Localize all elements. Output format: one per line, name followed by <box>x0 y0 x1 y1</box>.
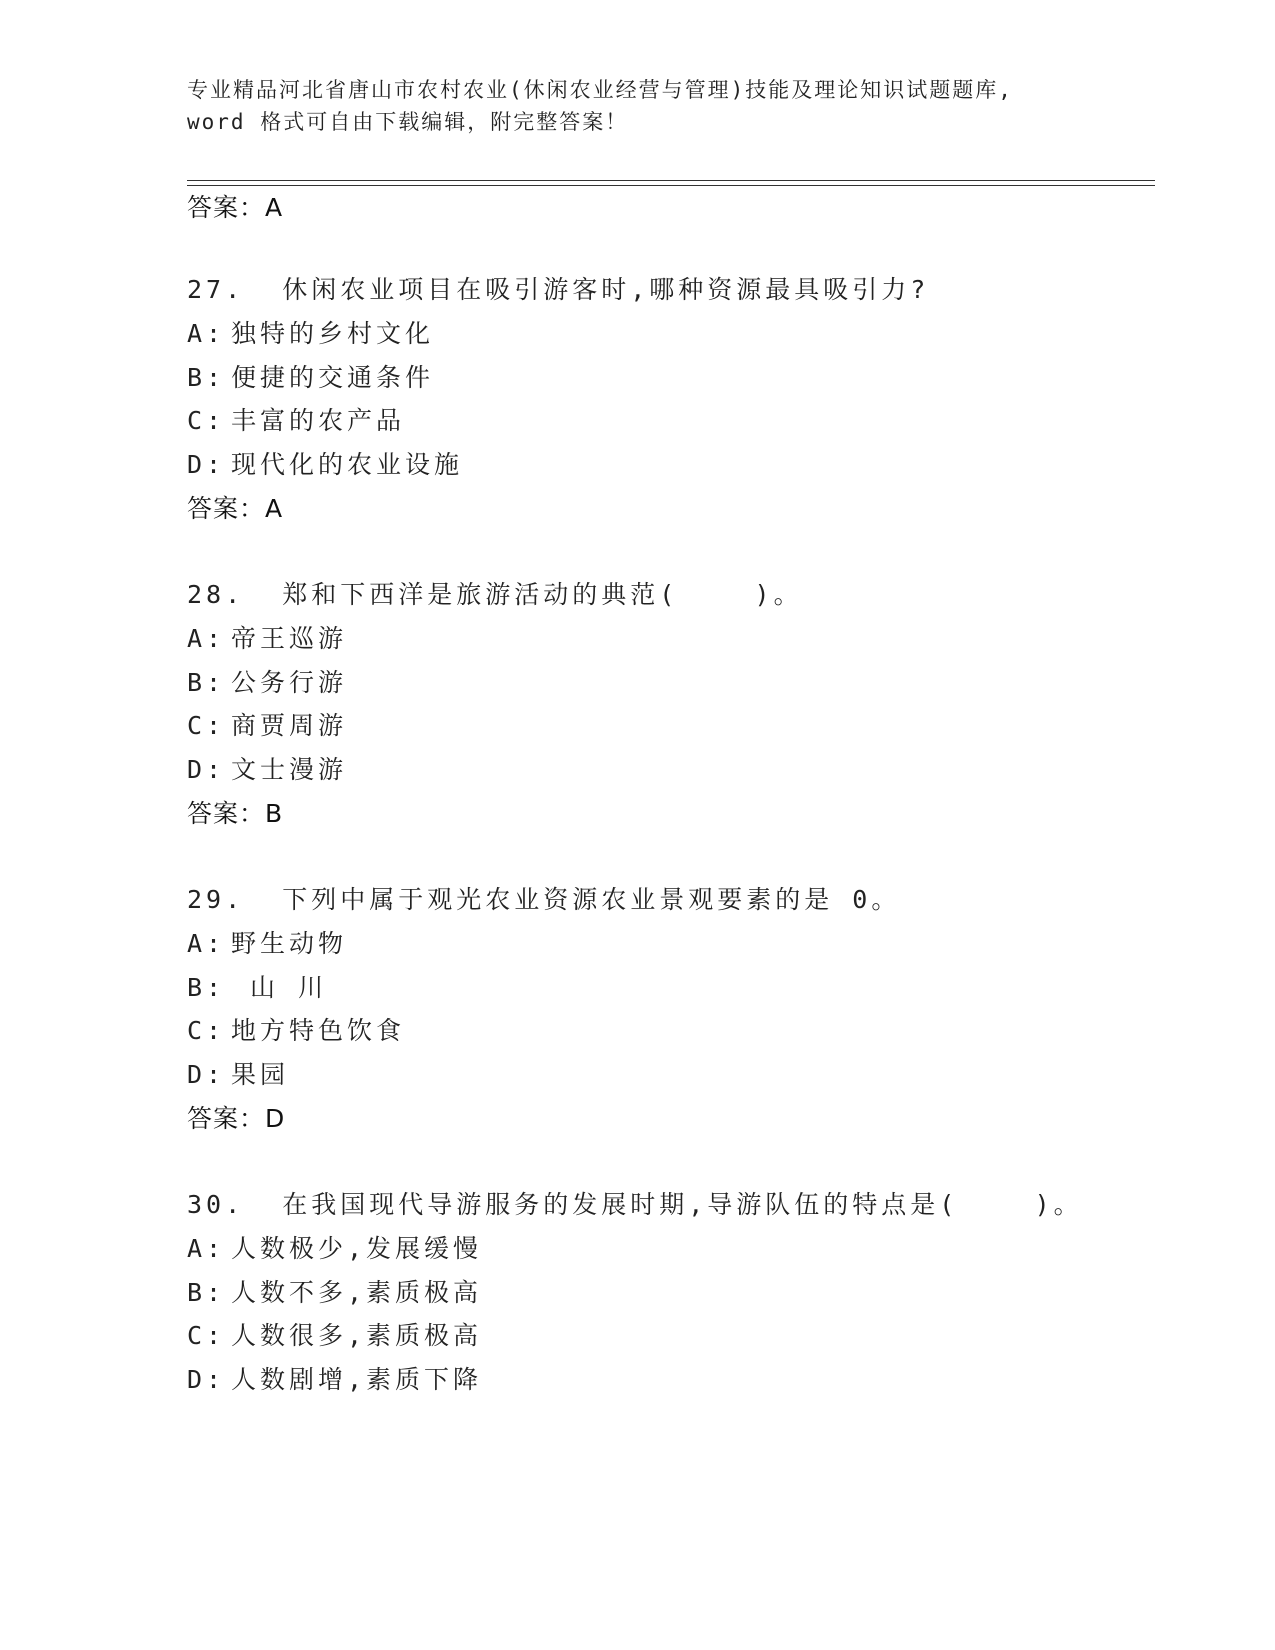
option-text: 地方特色饮食 <box>231 1016 406 1045</box>
option-text: 人数不多,素质极高 <box>231 1278 483 1307</box>
option-letter: A: <box>187 929 226 958</box>
question-29-stem: 29. 下列中属于观光农业资源农业景观要素的是 0。 <box>187 885 901 914</box>
question-27-option-c <box>187 404 405 438</box>
option-letter: D: <box>187 1365 226 1394</box>
option-text: 独特的乡村文化 <box>231 319 435 348</box>
header-line-2: word 格式可自由下载编辑，附完整答案！ <box>187 110 629 134</box>
option-text: 山 川 <box>231 973 328 1002</box>
question-30-option-d <box>187 1363 482 1397</box>
option-text: 人数很多,素质极高 <box>231 1321 483 1350</box>
question-30-stem: 30. 在我国现代导游服务的发展时期,导游队伍的特点是( )。 <box>187 1190 1083 1219</box>
option-text: 野生动物 <box>231 929 348 958</box>
header-divider-bottom <box>187 185 1155 186</box>
answer-prev: 答案：A <box>187 193 284 222</box>
question-27-answer: 答案：A <box>187 494 284 523</box>
option-text: 人数剧增,素质下降 <box>231 1365 483 1394</box>
option-text: 商贾周游 <box>231 711 348 740</box>
option-letter: C: <box>187 1321 226 1350</box>
option-letter: B: <box>187 1278 226 1307</box>
question-29-answer: 答案：D <box>187 1104 286 1133</box>
option-letter: D: <box>187 1060 226 1089</box>
option-letter: C: <box>187 711 226 740</box>
question-28-answer: 答案：B <box>187 799 284 828</box>
question-27-stem: 27. 休闲农业项目在吸引游客时,哪种资源最具吸引力? <box>187 275 930 304</box>
option-text: 现代化的农业设施 <box>231 450 464 479</box>
option-text: 帝王巡游 <box>231 624 348 653</box>
question-27-option-a <box>187 317 434 351</box>
question-28-option-b <box>187 666 347 700</box>
question-29-option-c <box>187 1014 405 1048</box>
option-letter: D: <box>187 450 226 479</box>
option-letter: A: <box>187 624 226 653</box>
header-divider-top <box>187 180 1155 181</box>
option-letter: C: <box>187 406 226 435</box>
question-30-option-c <box>187 1319 482 1353</box>
option-letter: D: <box>187 755 226 784</box>
option-letter: B: <box>187 363 226 392</box>
option-text: 公务行游 <box>231 668 348 697</box>
option-text: 人数极少,发展缓慢 <box>231 1234 483 1263</box>
question-28-option-c <box>187 709 347 743</box>
option-text: 果园 <box>231 1060 290 1089</box>
option-letter: B: <box>187 973 226 1002</box>
question-29-option-a <box>187 927 347 961</box>
option-letter: A: <box>187 1234 226 1263</box>
question-29-option-d <box>187 1058 289 1092</box>
option-letter: A: <box>187 319 226 348</box>
header-line-1: 专业精品河北省唐山市农村农业(休闲农业经营与管理)技能及理论知识试题题库, <box>187 78 1013 102</box>
question-27-option-b <box>187 361 434 395</box>
option-text: 文士漫游 <box>231 755 348 784</box>
question-28-stem: 28. 郑和下西洋是旅游活动的典范( )。 <box>187 580 803 609</box>
question-27-option-d <box>187 448 463 482</box>
question-30-option-b <box>187 1276 482 1310</box>
option-text: 丰富的农产品 <box>231 406 406 435</box>
question-29-option-b <box>187 971 327 1005</box>
question-28-option-d <box>187 753 347 787</box>
question-28-option-a <box>187 622 347 656</box>
option-letter: C: <box>187 1016 226 1045</box>
option-letter: B: <box>187 668 226 697</box>
question-30-option-a <box>187 1232 482 1266</box>
document-header <box>187 74 1087 138</box>
option-text: 便捷的交通条件 <box>231 363 435 392</box>
